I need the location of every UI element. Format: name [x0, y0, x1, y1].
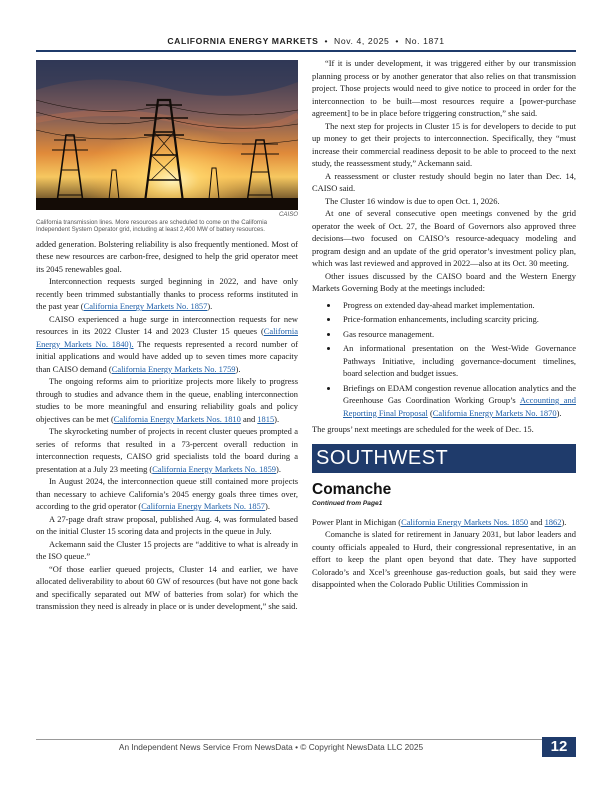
transmission-lines-photo — [36, 60, 298, 210]
photo-caption-block — [36, 211, 298, 234]
header-separator: • — [324, 36, 329, 46]
footer-text: An Independent News Service From NewsData • © Copyright NewsData LLC 2025 — [118, 742, 424, 752]
meeting-topics-list — [312, 299, 576, 420]
paragraph: Power Plant in Michigan (California Energy Markets Nos. 1850 and 1862). — [312, 516, 567, 527]
photo-caption: California transmission lines. More resources are scheduled to come on the California Independent System Operator grid, including at least 2,400 MW of battery resources. — [36, 218, 267, 234]
citation-link[interactable]: California Energy Markets No. 1759 — [111, 363, 236, 374]
issue-date: Nov. 4, 2025 — [334, 36, 390, 46]
paragraph: CAISO experienced a huge surge in interconnection requests for new resources in its 2022 Cluster 14 and 2023 Cluster 15 queues (California Energy Markets No. 1840). The requests represented a record number of initial applications and would have added up to seven times more capacity than CAISO demand (California Energy Markets No. 1759). — [36, 313, 298, 374]
continued-from-label: Continued from Page1 — [312, 500, 383, 507]
citation-link[interactable]: California Energy Markets No. 1859 — [152, 463, 277, 474]
paragraph: The skyrocketing number of projects in recent cluster queues prompted a series of reforms that resulted in a 73-percent overall reduction in interconnection requests, CAISO grid specialists told the board during a presentation at a July 23 meeting (California Energy Markets No. 1859). — [36, 426, 298, 474]
paragraph: “Of those earlier queued projects, Cluster 14 and earlier, we have allocated deliverability to about 60 GW of resources (but have not gone back and specifically separated out MW of batteries from solar) for which the transmission they need is already in place or is under development,” she said. — [36, 563, 298, 612]
citation-link[interactable]: California Energy Markets No. 1840). — [36, 326, 298, 349]
paragraph: The groups’ next meetings are scheduled for the week of Dec. 15. — [312, 424, 534, 434]
paragraph: The ongoing reforms aim to prioritize projects more likely to progress through to studies and advance them in the queue, enabling interconnection studies to be more meaningful and ensuring reliability goals and policy objectives can be met (California Energy Markets Nos. 1810 and 1815). — [36, 376, 298, 424]
paragraph: Comanche is slated for retirement in January 2031, but labor leaders and county officials appealed to Hurd, their congressional representative, in an effort to keep the plant open beyond that date. They have supported Colorado’s and Xcel’s greenhouse gas-reduction goals, but said they were disappointed when the Colorado Public Utilities Commission in — [312, 529, 576, 589]
right-column — [312, 57, 576, 591]
list-item: • Progress on extended day-ahead market implementation. — [339, 299, 576, 312]
publication-name: CALIFORNIA ENERGY MARKETS — [167, 36, 319, 46]
paragraph: added generation. Bolstering reliability is also frequently mentioned. Most of these new resources are carbon-free, designed to help the grid operator meet its 2045 renewables goal. — [36, 238, 298, 274]
citation-link[interactable]: California Energy Markets No. 1857 — [83, 301, 208, 312]
sunset-transmission-towers-image — [36, 60, 298, 210]
paragraph: “If it is under development, it was triggered either by our transmission planning process or by another generator that also relies on that transmission project. Those projects would need to give notice to proceed in order for the interconnection to be built—most resources require a [power-purchase agreement] to be in place before triggering construction,” she said. — [312, 58, 576, 118]
list-item: • Price-formation enhancements, including scarcity pricing. — [339, 313, 576, 326]
left-column — [36, 57, 298, 613]
paragraph: Other issues discussed by the CAISO board and the Western Energy Markets Governing Body at the meetings included: — [312, 270, 576, 293]
list-item: • Briefings on EDAM congestion revenue allocation analytics and the Greenhouse Gas Coordination Working Group’s Accounting and Reporting Final Proposal (California Energy Markets No. 1870). — [339, 382, 576, 420]
header-separator: • — [395, 36, 399, 46]
list-item: • Gas resource management. — [339, 328, 576, 341]
page-number: 12 — [542, 737, 576, 757]
paragraph: The next step for projects in Cluster 15 is for developers to decide to put up money to get their projects to interconnection. Specifically, they “must increase their commercial readiness deposit to be able to proceed to the next study, the reassessment study,” Ackemann said. — [312, 120, 576, 168]
running-header — [36, 36, 576, 50]
header-rule — [36, 50, 576, 52]
paragraph: Ackemann said the Cluster 15 projects are “additive to what is already in the ISO queue.” — [36, 538, 298, 562]
paragraph: In August 2024, the interconnection queue still contained more projects than necessary to achieve California’s 2045 energy goals three times over, according to the grid operator (California Energy Markets No. 1857). — [36, 476, 298, 512]
citation-link[interactable]: California Energy Markets No. 1870 — [432, 407, 557, 418]
photo-credit: CAISO — [279, 211, 298, 218]
citation-link[interactable]: California Energy Markets Nos. 1810 — [113, 413, 241, 424]
footer-rule — [36, 739, 576, 740]
paragraph: A reassessment or cluster restudy should begin no later than Dec. 14, CAISO said. — [312, 170, 576, 193]
citation-link[interactable]: 1815 — [257, 413, 275, 424]
citation-link[interactable]: Accounting and Reporting Final Proposal — [343, 395, 576, 418]
list-item: • An informational presentation on the West-Wide Governance Pathways Initiative, including governance-document timelines, board selection and budget issues. — [339, 342, 576, 380]
section-banner-southwest: SOUTHWEST — [312, 444, 576, 473]
article-headline: Comanche — [312, 480, 392, 498]
paragraph: The Cluster 16 window is due to open Oct. 1, 2026. — [325, 195, 500, 206]
citation-link[interactable]: 1862 — [544, 516, 562, 527]
paragraph: At one of several consecutive open meetings convened by the grid operator the week of Oct. 27, the Board of Governors also approved three decisions—two focused on CAISO’s resource-adequacy modeling and program design and an update of the grid operator’s investment policy plan, which was last reviewed and approved in 2022—also at its Oct. 30 meeting. — [312, 208, 576, 268]
citation-link[interactable]: California Energy Markets Nos. 1850 — [401, 516, 529, 527]
issue-number: No. 1871 — [404, 36, 445, 46]
paragraph: Interconnection requests surged beginning in 2022, and have only recently been trimmed substantially thanks to process reforms instituted in the past year (California Energy Markets No. 1857). — [36, 276, 298, 312]
paragraph: A 27-page draft straw proposal, published Aug. 4, was formulated based on the initial Cluster 15 scoring data and projects in the queue in July. — [36, 513, 298, 537]
citation-link[interactable]: California Energy Markets No. 1857 — [141, 501, 266, 512]
